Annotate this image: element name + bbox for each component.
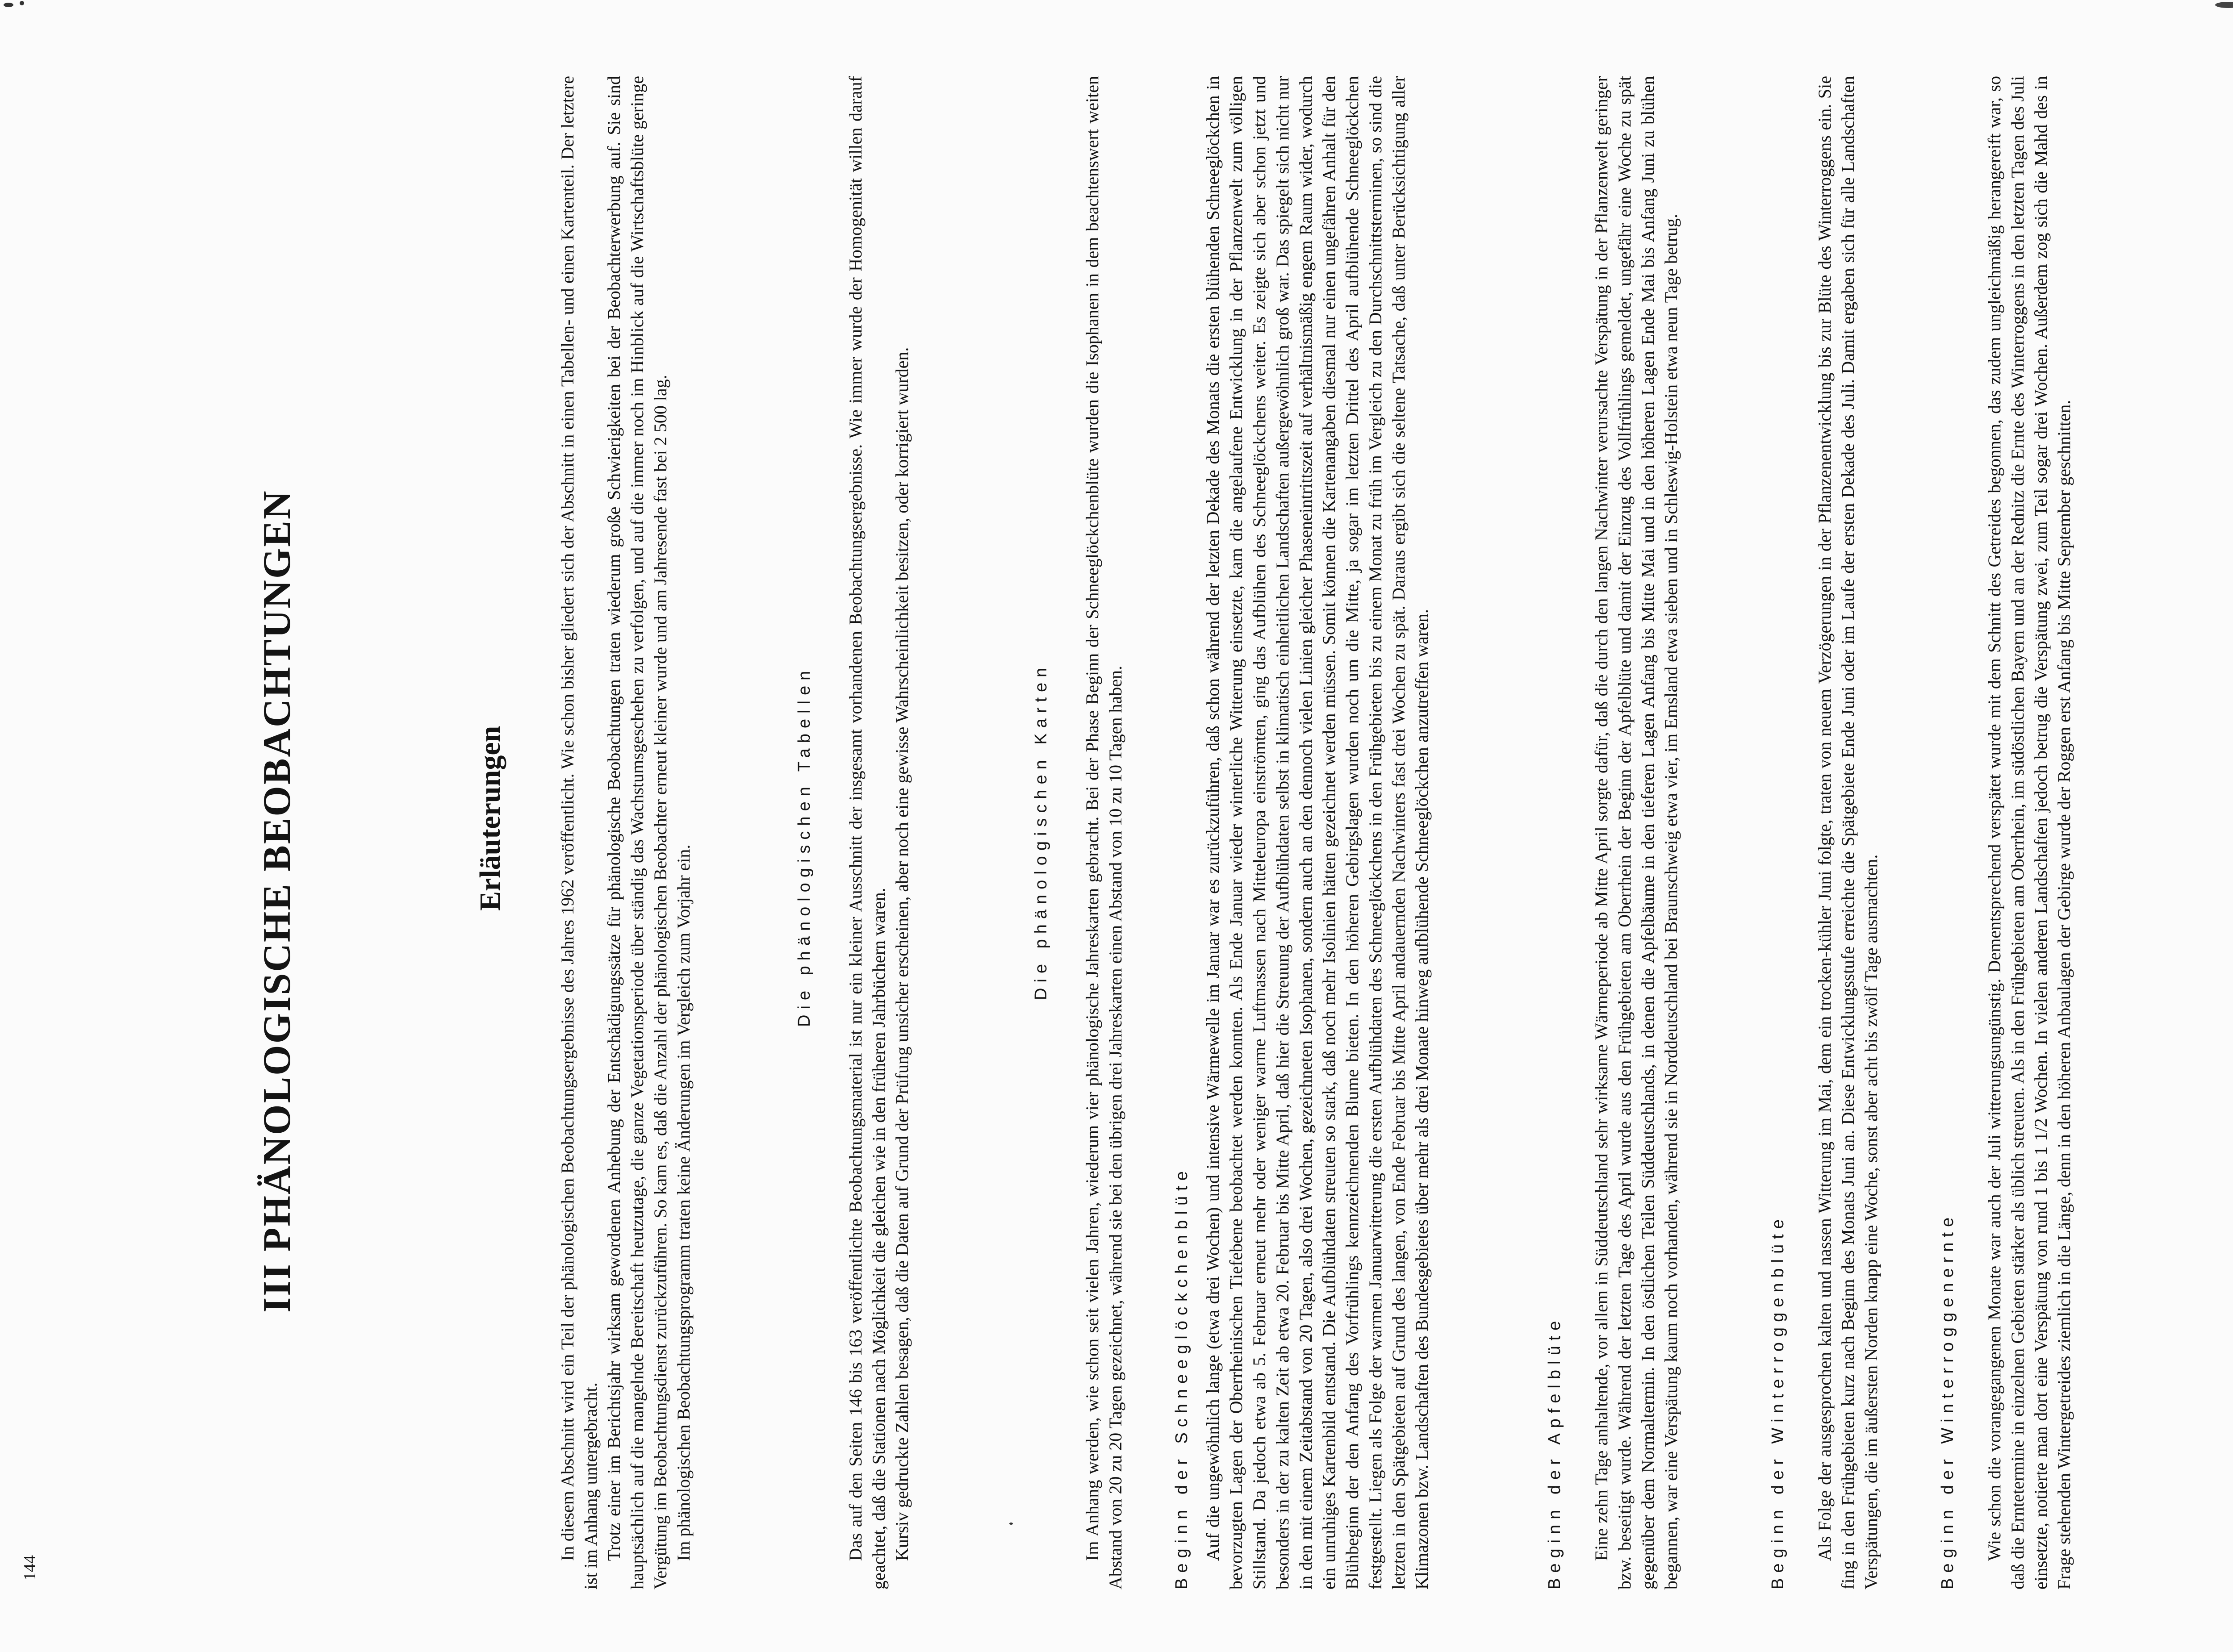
section-schneegloeckchen [1201, 76, 1434, 1589]
subtitle-erlaeuterungen: Erläuterungen [474, 726, 506, 911]
section-heading-karten: Die phänologischen Karten [1032, 662, 1050, 1000]
section-heading-winterroggenbluete: Beginn der Winterroggenblüte [1769, 1214, 1787, 1589]
page-title: III PHÄNOLOGISCHE BEOBACHTUNGEN [255, 489, 299, 1313]
section-paragraph: Das auf den Seiten 146 bis 163 veröffentlichte Beobachtungsmaterial ist nur ein kleiner Ausschnitt der insgesamt vorhandenen Beobachtungsergebnisse. Wie immer wurde der Homogenität willen darauf geachtet, daß die Stationen nach Möglichkeit die gleichen wie in den früheren Jahrbüchern waren. [845, 76, 889, 1589]
section-tabellen [844, 76, 914, 1589]
page-number: 144 [21, 1555, 39, 1581]
section-winterroggenbluete [1813, 76, 1883, 1589]
scan-speck [4, 3, 13, 7]
section-paragraph: Als Folge der ausgesprochen kalten und nassen Witterung im Mai, dem ein trocken-kühler Juni folgte, traten von neuem Verzögerungen in der Pflanzenentwicklung bis zur Blüte des Winterroggens ein. Sie fing in den Frühgebieten kurz nach Beginn des Monats Juni an. Diese Entwicklungsstufe erreichte die Spätgebiete Ende Juni oder im Laufe der ersten Dekade des Juli. Damit ergaben sich für alle Landschaften Verspätungen, die im äußersten Norden knapp eine Woche, sonst aber acht bis zwölf Tage ausmachten. [1815, 76, 1881, 1589]
section-paragraph: Im Anhang werden, wie schon seit vielen Jahren, wiederum vier phänologische Jahreskarten gebracht. Bei der Phase Beginn der Schneeglöckchenblüte wurden die Isophanen in dem beachtenswert weiten Abstand von 20 zu 20 Tagen gezeichnet, während sie bei den übrigen drei Jahreskarten einen Abstand von 10 zu 10 Tagen haben. [1082, 76, 1125, 1589]
section-heading-schneegloeckchen: Beginn der Schneeglöckchenblüte [1172, 1166, 1191, 1589]
intro-paragraph: Trotz einer im Berichtsjahr wirksam gewordenen Anhebung der Entschädigungssätze für phänologische Beobachtungen traten wiederum große Schwierigkeiten bei der Beobachterwerbung auf. Sie sind hauptsächlich auf die mangelnde Bereitschaft heutzutage, die ganze Vegetationsperiode über ständig das Wachstumsgeschehen zu verfolgen, und auf die immer noch im Hinblick auf die Wirtschaftsblüte geringe Vergütung im Beobachtungsdienst zurückzuführen. So kam es, daß die Anzahl der phänologischen Beobachter erneut kleiner wurde und am Jahresende fast bei 2 500 lag. [604, 76, 670, 1589]
section-paragraph: Auf die ungewöhnlich lange (etwa drei Wochen) und intensive Wärmewelle im Januar war es zurückzuführen, daß schon während der letzten Dekade des Monats die ersten blühenden Schneeglöckchen in bevorzugten Lagen der Oberrheinischen Tiefebene beobachtet werden konnten. Als Ende Januar wieder winterliche Witterung einsetzte, kam die angelaufene Entwicklung in der Pflanzenwelt zum völligen Stillstand. Da jedoch etwa ab 5. Februar erneut mehr oder weniger warme Luftmassen nach Mitteleuropa einströmten, ging das Aufblühen des Schneeglöckchens weiter. Es zeigte sich aber schon jetzt und besonders in der zu kalten Zeit ab etwa 20. Februar bis Mitte April, daß hier die Streuung der Aufblühdaten selbst in klimatisch einheitlichen Landschaften außergewöhnlich groß war. Das spiegelt sich nicht nur in den mit einem Zeitabstand von 20 Tagen, also drei Wochen, gezeichneten Isophanen, sondern auch an den dennoch vielen Linien gleicher Phaseneintrittszeit auf verhältnismäßig engem Raum wider, wodurch ein unruhiges Kartenbild entstand. Die Aufblühdaten streuten so stark, daß noch mehr Isolinien hätten gezeichnet werden müssen. Somit können die Kartenangaben diesmal nur einen ungefähren Anhalt für den Blühbeginn der den Anfang des Vorfrühlings kennzeichnenden Blume bieten. In den höheren Gebirgslagen wurden noch um die Mitte, ja sogar im letzten Drittel des April aufblühende Schneeglöckchen festgestellt. Liegen als Folge der warmen Januarwitterung die ersten Aufblühdaten des Schneeglöckchens in den Frühgebieten bis zu einem Monat zu früh im Vergleich zu den Durchschnittsterminen, so sind die letzten in den Spätgebieten auf Grund des langen, von Ende Februar bis Mitte April andauernden Nachwinters fast drei Wochen zu spät. Daraus ergibt sich die seltene Tatsache, daß unter Berücksichtigung aller Klimazonen bzw. Landschaften des Bundesgebietes über mehr als drei Monate hinweg aufblühende Schneeglöckchen anzutreffen waren. [1203, 76, 1432, 1589]
intro-block [556, 76, 695, 1589]
section-heading-winterroggenernte: Beginn der Winterroggenernte [1938, 1212, 1957, 1589]
section-paragraph: Kursiv gedruckte Zahlen besagen, daß die Daten auf Grund der Prüfung unsicher erscheinen, aber noch eine gewisse Wahrscheinlichkeit besitzen, oder korrigiert wurden. [892, 347, 912, 1561]
section-paragraph: Wie schon die vorangegangenen Monate war auch der Juli witterungsungünstig. Dementsprechend verspätet wurde mit dem Schnitt des Getreides begonnen, das zudem ungleichmäßig herangereift war, so daß die Erntetermine in einzelnen Gebieten stärker als üblich streuten. Als in den Frühgebieten am Oberrhein, im südöstlichen Bayern und an der Rednitz die Ernte des Winterroggens in den letzten Tagen des Juli einsetzte, notierte man dort eine Verspätung von rund 1 bis 1 1/2 Wochen. In vielen anderen Landschaften jedoch betrug die Verspätung zwei, zum Teil sogar drei Wochen. Außerdem zog sich die Mahd des in Frage stehenden Wintergetreides ziemlich in die Länge, denn in den höheren Anbaulagen der Gebirge wurde der Roggen erst Anfang bis Mitte September geschnitten. [1984, 76, 2074, 1589]
intro-paragraph: In diesem Abschnitt wird ein Teil der phänologischen Beobachtungsergebnisse des Jahres 1962 veröffentlicht. Wie schon bisher gliedert sich der Abschnitt in einen Tabellen- und einen Kartenteil. Der letztere ist im Anhang untergebracht. [557, 76, 601, 1589]
scan-speck [20, 1, 24, 5]
section-heading-tabellen: Die phänologischen Tabellen [795, 665, 814, 1027]
section-apfelbluete [1590, 76, 1683, 1589]
section-karten [1081, 76, 1127, 1589]
intro-paragraph: Im phänologischen Beobachtungsprogramm traten keine Änderungen im Vergleich zum Vorjahr ein. [673, 844, 694, 1561]
scan-speck [1009, 1523, 1013, 1525]
section-heading-apfelbluete: Beginn der Apfelblüte [1545, 1315, 1564, 1589]
section-winterroggenernte [1983, 76, 2076, 1589]
section-paragraph: Eine zehn Tage anhaltende, vor allem in Süddeutschland sehr wirksame Wärmeperiode ab Mitte April sorgte dafür, daß die durch den langen Nachwinter verursachte Verspätung in der Pflanzenwelt geringer bzw. beseitigt wurde. Während der letzten Tage des April wurde aus den Frühgebieten am Oberrhein der Beginn der Apfelblüte und damit der Einzug des Vollfrühlings gemeldet, ungefähr eine Woche zu spät gegenüber dem Normaltermin. In den östlichen Teilen Süddeutschlands, in denen die Apfelbäume in den tieferen Lagen Anfang bis Mitte Mai und in den höheren Lagen Ende Mai bis Anfang Juni zu blühen begannen, war eine Verspätung kaum noch vorhanden, während sie in Norddeutschland bei Braunschweig etwa vier, im Emsland etwa sieben und in Schleswig-Holstein etwa neun Tage betrug. [1591, 76, 1681, 1589]
